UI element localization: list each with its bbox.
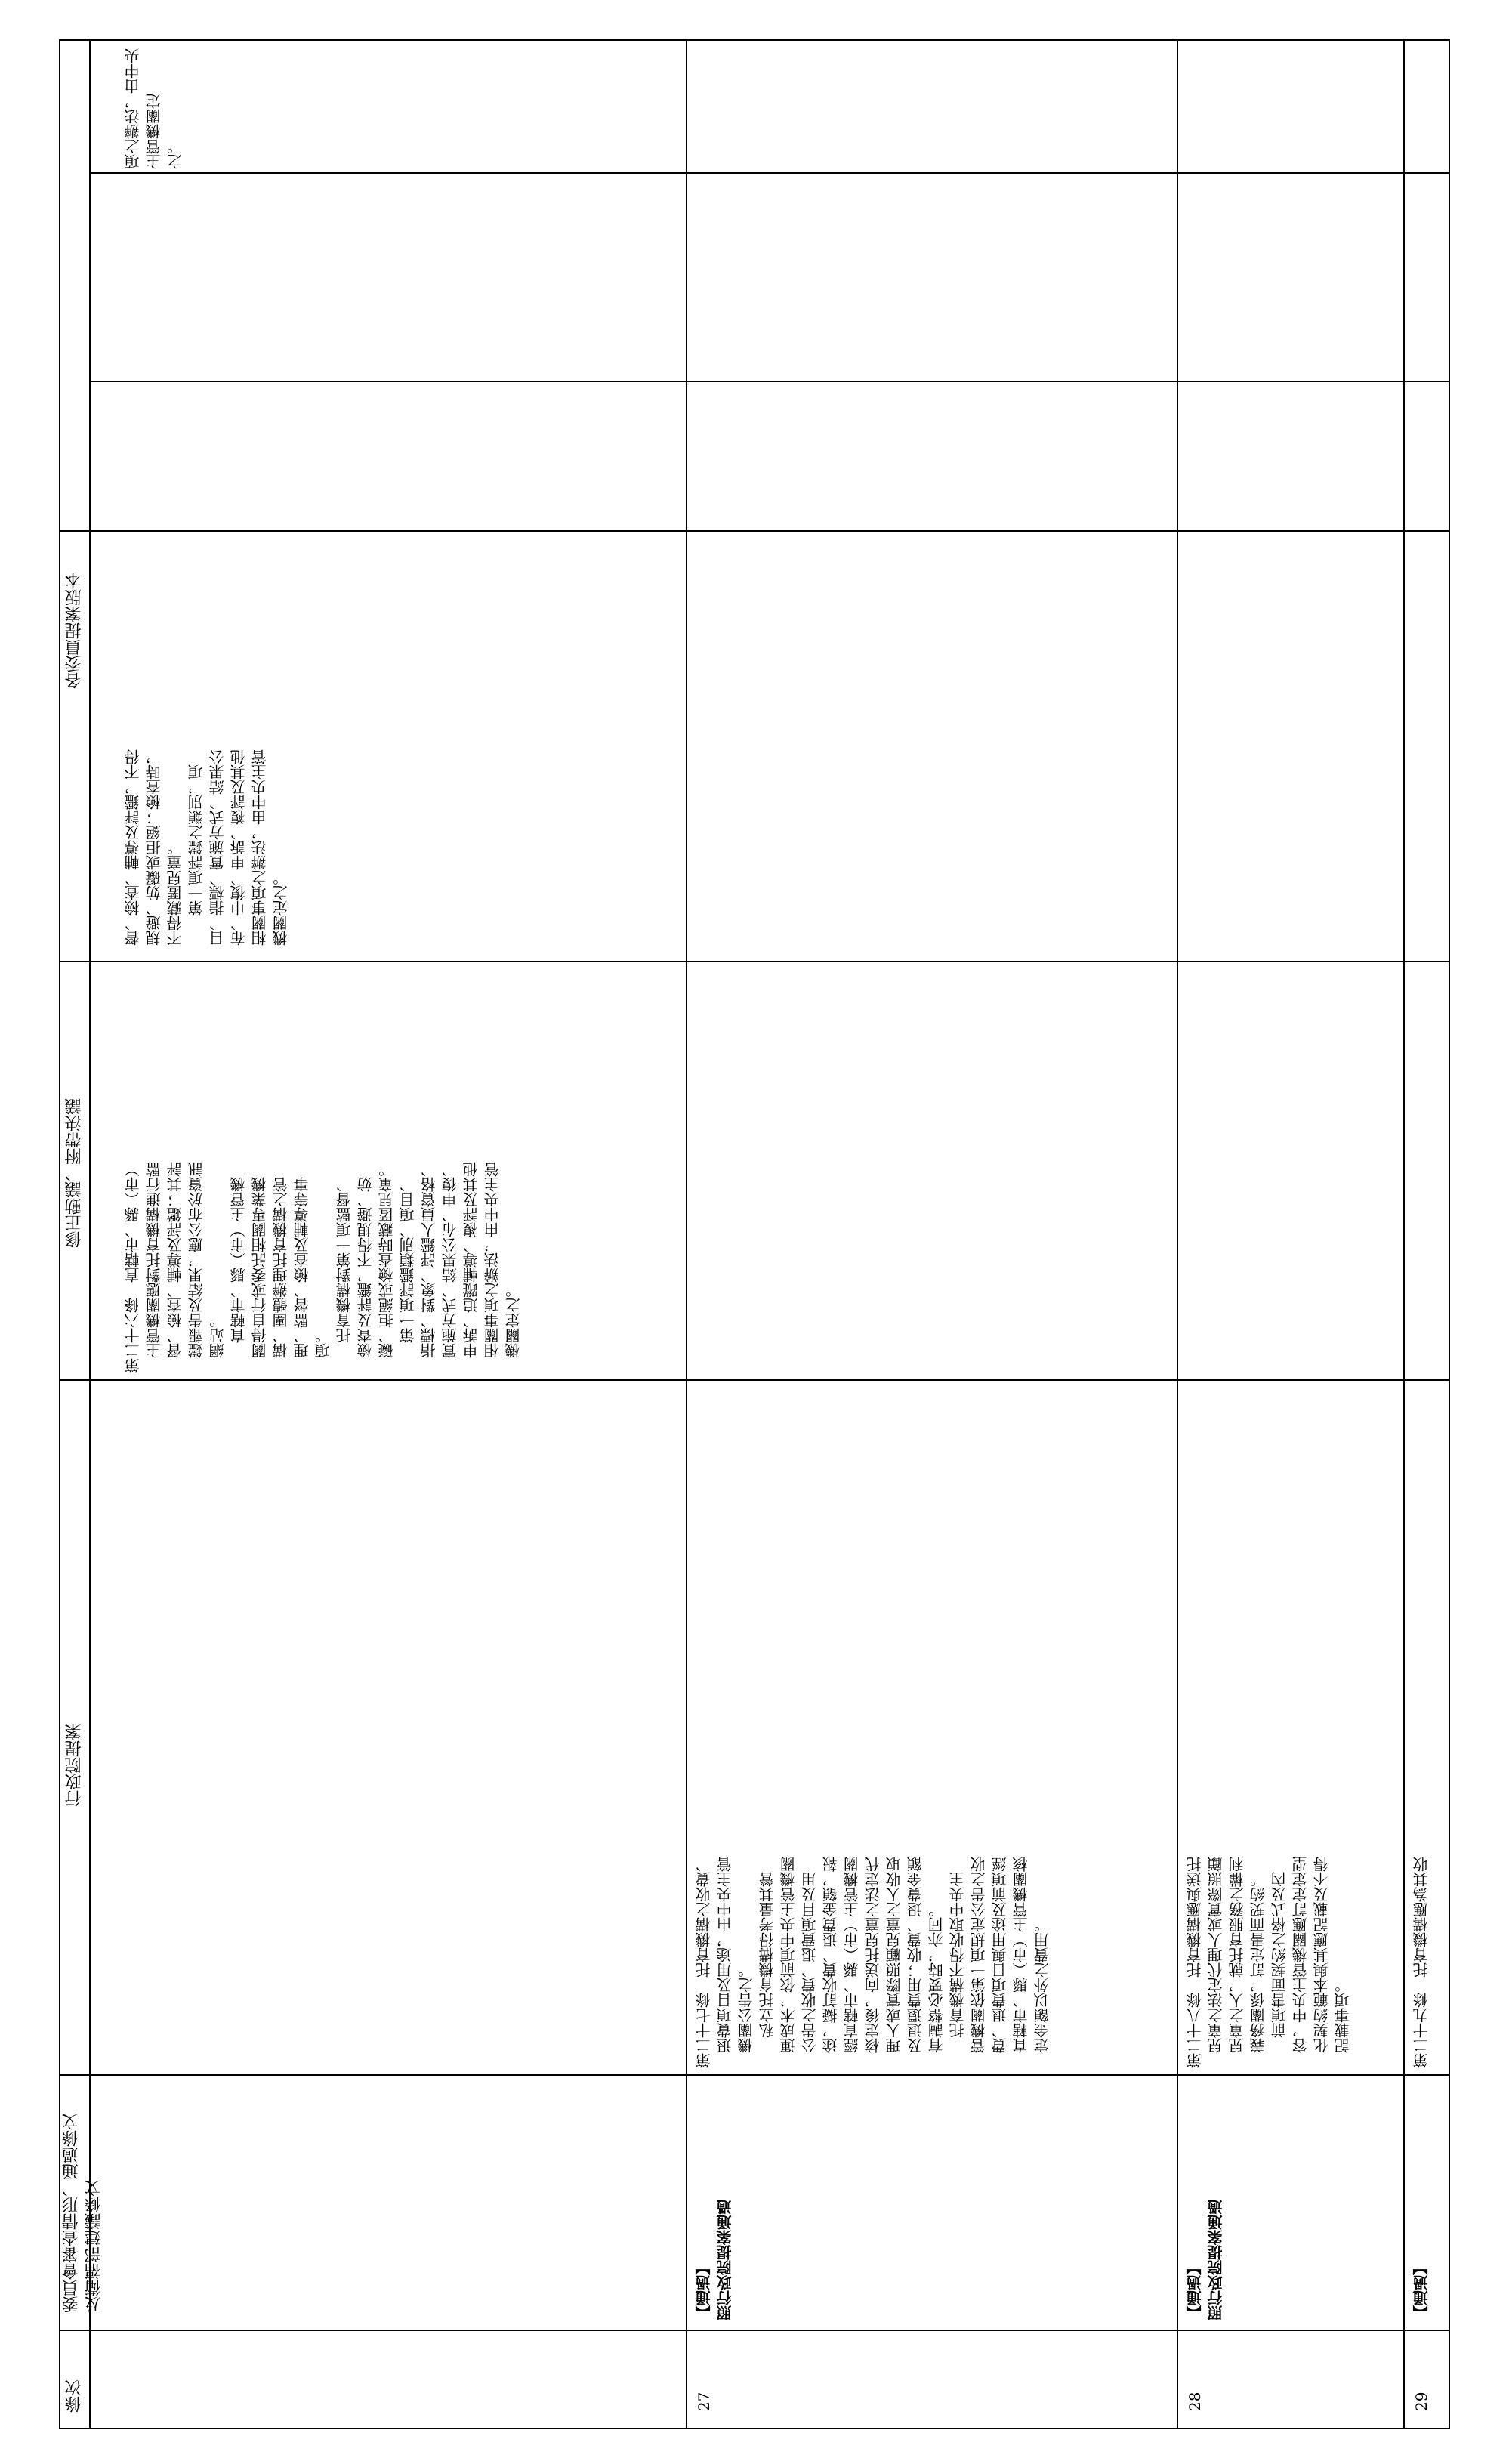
- table-border: [59, 2428, 1450, 2429]
- member-subcolumn-divider: [89, 172, 1450, 174]
- header-committee: 委員會審查情形、通過條文 及衛福部建議條文: [62, 2114, 103, 2313]
- member-subcolumn-divider: [89, 381, 1450, 382]
- status-detail: 照行政院提案通過: [1207, 2200, 1225, 2320]
- table-border: [59, 39, 1450, 41]
- executive-text: 第二十八條 托育機構應與送托 兒童之法定代理人或實際照顧 兒童之人，就托育服務之權利 義務關係，訂定書面契約。 前項書面契約之格式及內 容，中央主管機關應訂定定型 化契約範本與其應記載及不得 記載事項。: [1186, 1857, 1352, 2068]
- row-divider: [686, 39, 687, 2429]
- header-article-no: 條次: [65, 2379, 84, 2413]
- table-border: [59, 39, 60, 2429]
- status-badge: 【通過】: [1412, 2260, 1430, 2320]
- executive-text: 第二十七條 托育機構之收費、 退費項目及用途，由中央主管 機關公告之。 私立托育機構得考量其營 運成本，依前項中央主管機關 公告之收費、退費項目及用 途，擬訂收費、退費金額，報 經直轄市、縣（市）主管機關 核定後，向送托兒童之法定代 理人或實際照顧兒童之人收取 及退還費用；收費、退費金額 有調整必要時，亦同。 托育機構不得收取中央主 管機關依第一項規定公告之收 費、退費項目與用途及前項經 直轄市、縣（市）主管機關核 定金額以外之費用。: [695, 1857, 1051, 2068]
- row-divider: [1403, 39, 1405, 2429]
- article-number: 27: [695, 2391, 713, 2411]
- member-proposal-text: 第二十六條 直轄市、縣（市） 主管機關應對托育機構進行監 督、檢查、輔導及評鑑；其評 鑑報告及結果，應公布於資訊 網站。 直轄市、縣（市）主管機 關得自行或委託相關專業機 構、團體辦理托育機構之管 理、監督、檢查及輔導等事 項。 托育機構對第一項監督、 檢查及評鑑，不得規避、妨 礙、拒絕或檢查時藏匿兒童。 第一項評鑑類別、項目、 指標、對象、評鑑人員資格、 實施方式、結果公布、申復、 申訴、追蹤輔導、複評及其他 相關事項之辦法，由中央主管 機關定之。: [124, 1162, 523, 1373]
- column-divider: [59, 2330, 1450, 2331]
- header-executive: 行政院提案: [65, 1724, 84, 1807]
- member-subcolumn-divider: [89, 961, 1450, 962]
- status-badge: 【通過】: [695, 2260, 713, 2320]
- table-border: [1449, 39, 1450, 2429]
- status-badge: 【通過】: [1186, 2260, 1204, 2320]
- article-number: 29: [1412, 2391, 1430, 2411]
- table-sheet: [59, 39, 1450, 2429]
- article-number: 28: [1186, 2391, 1204, 2411]
- column-divider: [59, 1379, 1450, 1381]
- executive-text: 第二十九條 托育機構應為其收: [1412, 1857, 1430, 2068]
- column-divider: [59, 2074, 1450, 2076]
- status-detail: 照行政院提案通過: [716, 2200, 734, 2320]
- member-proposal-text: 督、檢查、輔導及評鑑，不得 規避、妨礙或拒絕；檢查時， 不得藏匿兒童。 第一項評鑑之類別，項 目、指標、實施方式、結果公 布、申復、申訴、複評及其他 相關事項之辦法，由中央主管 機關定之。: [124, 749, 290, 946]
- column-divider: [59, 530, 1450, 532]
- row-divider: [1177, 39, 1178, 2429]
- member-proposal-text: 項之辦法，由中央主管機關定 之。: [124, 48, 184, 169]
- header-divider: [89, 39, 91, 2429]
- header-amendments: 修正動議、附帶決議: [65, 1098, 84, 1248]
- header-members: 各委員提案版本: [65, 573, 84, 689]
